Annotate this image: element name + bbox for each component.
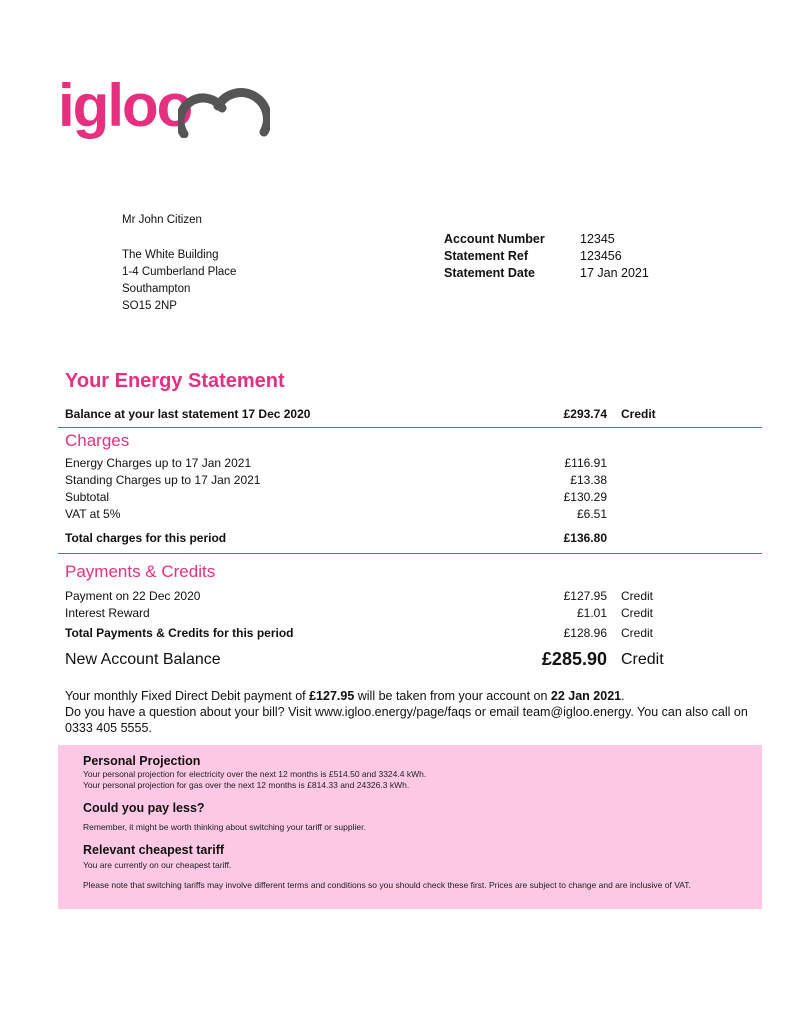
address-line-3: Southampton xyxy=(122,283,191,295)
charge-label: Subtotal xyxy=(65,490,110,504)
charge-label: VAT at 5% xyxy=(65,507,121,521)
charge-amount: £130.29 xyxy=(563,490,607,504)
pay-less-heading: Could you pay less? xyxy=(83,801,205,815)
new-balance-label: New Account Balance xyxy=(65,651,221,668)
customer-name: Mr John Citizen xyxy=(122,214,202,226)
statement-date-label: Statement Date xyxy=(444,266,535,280)
payment-row xyxy=(65,589,762,607)
charge-label: Energy Charges up to 17 Jan 2021 xyxy=(65,456,252,470)
new-balance-row xyxy=(65,649,762,673)
statement-date-value: 17 Jan 2021 xyxy=(580,266,649,280)
charge-amount: £6.51 xyxy=(576,507,607,521)
cheapest-tariff-text: You are currently on our cheapest tariff. xyxy=(83,860,232,870)
new-balance-status: Credit xyxy=(621,651,664,668)
payment-amount: £127.95 xyxy=(563,589,607,603)
charge-amount: £116.91 xyxy=(564,456,607,470)
payment-label: Payment on 22 Dec 2020 xyxy=(65,589,201,603)
pay-less-text: Remember, it might be worth thinking about switching your tariff or supplier. xyxy=(83,822,366,832)
payment-status: Credit xyxy=(621,606,654,620)
payment-amount: £1.01 xyxy=(576,606,607,620)
address-line-4: SO15 2NP xyxy=(122,300,177,312)
total-payments-label: Total Payments & Credits for this period xyxy=(65,626,294,640)
account-number-value: 12345 xyxy=(580,232,615,246)
dd-suffix: . xyxy=(621,689,625,703)
total-charges-amount: £136.80 xyxy=(563,531,607,545)
previous-balance-amount: £293.74 xyxy=(563,407,607,421)
payment-row xyxy=(65,606,762,624)
tariff-disclaimer: Please note that switching tariffs may involve different terms and conditions so you should check these first. Prices are subject to change and are inclusive of VAT. xyxy=(83,880,691,890)
charge-row xyxy=(65,473,762,491)
igloo-arc-icon xyxy=(178,86,270,138)
previous-balance-status: Credit xyxy=(621,407,656,421)
charge-label: Standing Charges up to 17 Jan 2021 xyxy=(65,473,261,487)
charge-row xyxy=(65,490,762,508)
previous-balance-row xyxy=(65,407,762,425)
payment-status: Credit xyxy=(621,589,654,603)
statement-ref-value: 123456 xyxy=(580,249,622,263)
dd-amount: £127.95 xyxy=(309,689,355,703)
address-line-1: The White Building xyxy=(122,249,219,261)
divider xyxy=(58,427,762,428)
direct-debit-notice xyxy=(65,688,755,704)
brand-logo-text: igloo xyxy=(58,72,192,139)
charge-amount: £13.38 xyxy=(570,473,607,487)
projection-gas: Your personal projection for gas over the next 12 months is £814.33 and 24326.3 kWh. xyxy=(83,780,410,790)
total-payments-row xyxy=(65,626,762,644)
cheapest-tariff-heading: Relevant cheapest tariff xyxy=(83,843,225,857)
payment-label: Interest Reward xyxy=(65,606,150,620)
total-charges-row xyxy=(65,531,762,549)
previous-balance-label: Balance at your last statement 17 Dec 2020 xyxy=(65,407,311,421)
total-payments-status: Credit xyxy=(621,626,654,640)
charges-heading: Charges xyxy=(65,431,130,450)
total-payments-amount: £128.96 xyxy=(563,626,607,640)
address-line-2: 1-4 Cumberland Place xyxy=(122,266,237,278)
statement-title: Your Energy Statement xyxy=(65,370,285,392)
new-balance-amount: £285.90 xyxy=(541,649,607,669)
account-number-label: Account Number xyxy=(444,232,545,246)
dd-prefix: Your monthly Fixed Direct Debit payment of xyxy=(65,689,310,703)
projection-electricity: Your personal projection for electricity over the next 12 months is £514.50 and 3324.4 kWh. xyxy=(83,769,427,779)
total-charges-label: Total charges for this period xyxy=(65,531,227,545)
charge-row xyxy=(65,507,762,525)
dd-middle: will be taken from your account on xyxy=(354,689,551,703)
charge-row xyxy=(65,456,762,474)
contact-notice: Do you have a question about your bill? Visit www.igloo.energy/page/faqs or email team@igloo.energy. You can also call on 0333 405 5555. xyxy=(65,705,748,735)
dd-date: 22 Jan 2021 xyxy=(550,689,622,703)
divider xyxy=(58,553,762,554)
payments-heading: Payments & Credits xyxy=(65,562,216,581)
statement-ref-label: Statement Ref xyxy=(444,249,529,263)
projection-heading: Personal Projection xyxy=(83,754,201,768)
